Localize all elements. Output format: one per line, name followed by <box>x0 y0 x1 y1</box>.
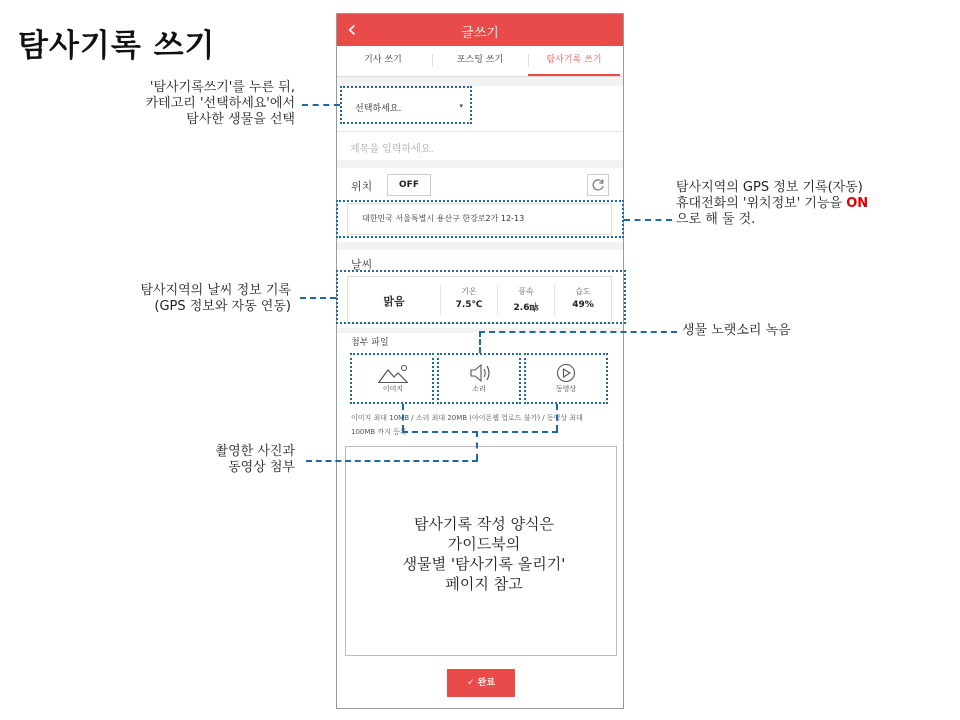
callout-line: 으로 해 둘 것. <box>676 212 756 227</box>
highlight-sound <box>437 353 521 404</box>
location-toggle[interactable]: OFF <box>387 174 431 196</box>
callout-line: 동영상 첨부 <box>228 460 295 475</box>
done-button[interactable] <box>447 669 515 697</box>
guide-line: 페이지 참고 <box>445 575 523 593</box>
note-line: 100MB 까지 등록 <box>351 428 407 436</box>
body-guide-note <box>352 514 616 594</box>
attach-video-label: 동영상 <box>555 385 577 393</box>
location-label: 위치 <box>351 180 373 193</box>
tab-bar <box>337 46 623 77</box>
highlight-weather <box>336 270 626 324</box>
callout-text: 휴대전화의 '위치정보' 기능을 <box>676 196 847 211</box>
connector-line <box>402 431 558 433</box>
callout-line: 탐사지역의 날씨 정보 기록 <box>140 283 291 298</box>
callout-line: 탐사한 생물을 선택 <box>186 112 295 127</box>
done-label: 완료 <box>477 678 496 688</box>
title-input[interactable]: 제목을 입력하세요. <box>350 144 434 155</box>
tab-posting[interactable]: 포스팅 쓰기 <box>456 55 504 65</box>
callout-line: (GPS 정보와 자동 연동) <box>154 299 291 314</box>
spacer <box>337 160 623 168</box>
callout-sound: 생물 노랫소리 녹음 <box>682 323 791 338</box>
attachment-label: 첨부 파일 <box>351 338 389 348</box>
tab-exploration-record[interactable]: 탐사기록 쓰기 <box>528 46 620 76</box>
connector-line <box>479 331 677 333</box>
connector-line <box>402 404 404 431</box>
temperature-value: 7.5℃ <box>455 300 483 310</box>
category-select-value: 선택하세요. <box>355 104 402 114</box>
attach-image-label: 이미지 <box>382 385 404 393</box>
callout-line: 카테고리 '선택하세요'에서 <box>145 96 295 111</box>
callout-weather <box>60 283 291 315</box>
humidity-label: 습도 <box>575 287 591 296</box>
tab-article[interactable]: 기사 쓰기 <box>364 55 402 65</box>
chevron-left-icon[interactable]: ‹ <box>347 15 357 43</box>
divider <box>337 131 623 132</box>
app-header <box>337 14 623 46</box>
attachment-limit-note <box>351 411 613 439</box>
header-title: 글쓰기 <box>461 26 499 41</box>
highlight-category <box>340 86 472 124</box>
guide-line: 생물별 '탐사기록 올리기' <box>402 555 566 573</box>
highlight-video <box>524 353 608 404</box>
refresh-icon <box>588 175 608 195</box>
callout-line: 탐사지역의 GPS 정보 기록(자동) <box>676 180 863 195</box>
check-icon: ✓ <box>466 678 475 688</box>
note-line: 이미지 최대 10MB / 소리 최대 20MB (아이폰웹 업로드 불가) / 동영상 최대 <box>351 414 583 422</box>
callout-line: '탐사기록쓰기'를 누른 뒤, <box>149 80 295 95</box>
connector-line <box>300 297 336 299</box>
connector-line <box>476 431 478 460</box>
on-highlight: ON <box>846 196 869 211</box>
spacer <box>337 242 623 250</box>
callout-line: 촬영한 사진과 <box>215 444 295 459</box>
callout-category <box>60 80 295 128</box>
connector-line <box>302 104 340 106</box>
callout-gps <box>676 180 946 228</box>
connector-line <box>306 460 478 462</box>
address-text: 대한민국 서울특별시 용산구 한강로2가 12-13 <box>362 214 525 223</box>
connector-line <box>479 331 481 353</box>
wind-label: 풍속 <box>518 287 534 296</box>
wind-value: 2.6㎧ <box>513 303 539 313</box>
refresh-button[interactable] <box>587 174 609 196</box>
weather-label: 날씨 <box>351 258 373 271</box>
highlight-image <box>350 353 434 404</box>
attach-sound-label: 소리 <box>472 385 486 393</box>
weather-condition: 맑음 <box>383 295 405 308</box>
chevron-down-icon: ▾ <box>459 102 463 110</box>
guide-line: 탐사기록 작성 양식은 <box>414 515 554 533</box>
spacer <box>337 77 623 86</box>
callout-line <box>676 196 946 212</box>
humidity-value: 49% <box>572 300 594 310</box>
connector-line <box>556 404 558 431</box>
connector-line <box>624 219 672 221</box>
guide-line: 가이드북의 <box>447 535 521 553</box>
highlight-address <box>336 200 624 238</box>
callout-media <box>80 444 295 476</box>
temperature-label: 기온 <box>461 287 477 296</box>
slide-title: 탐사기록 쓰기 <box>18 28 216 64</box>
